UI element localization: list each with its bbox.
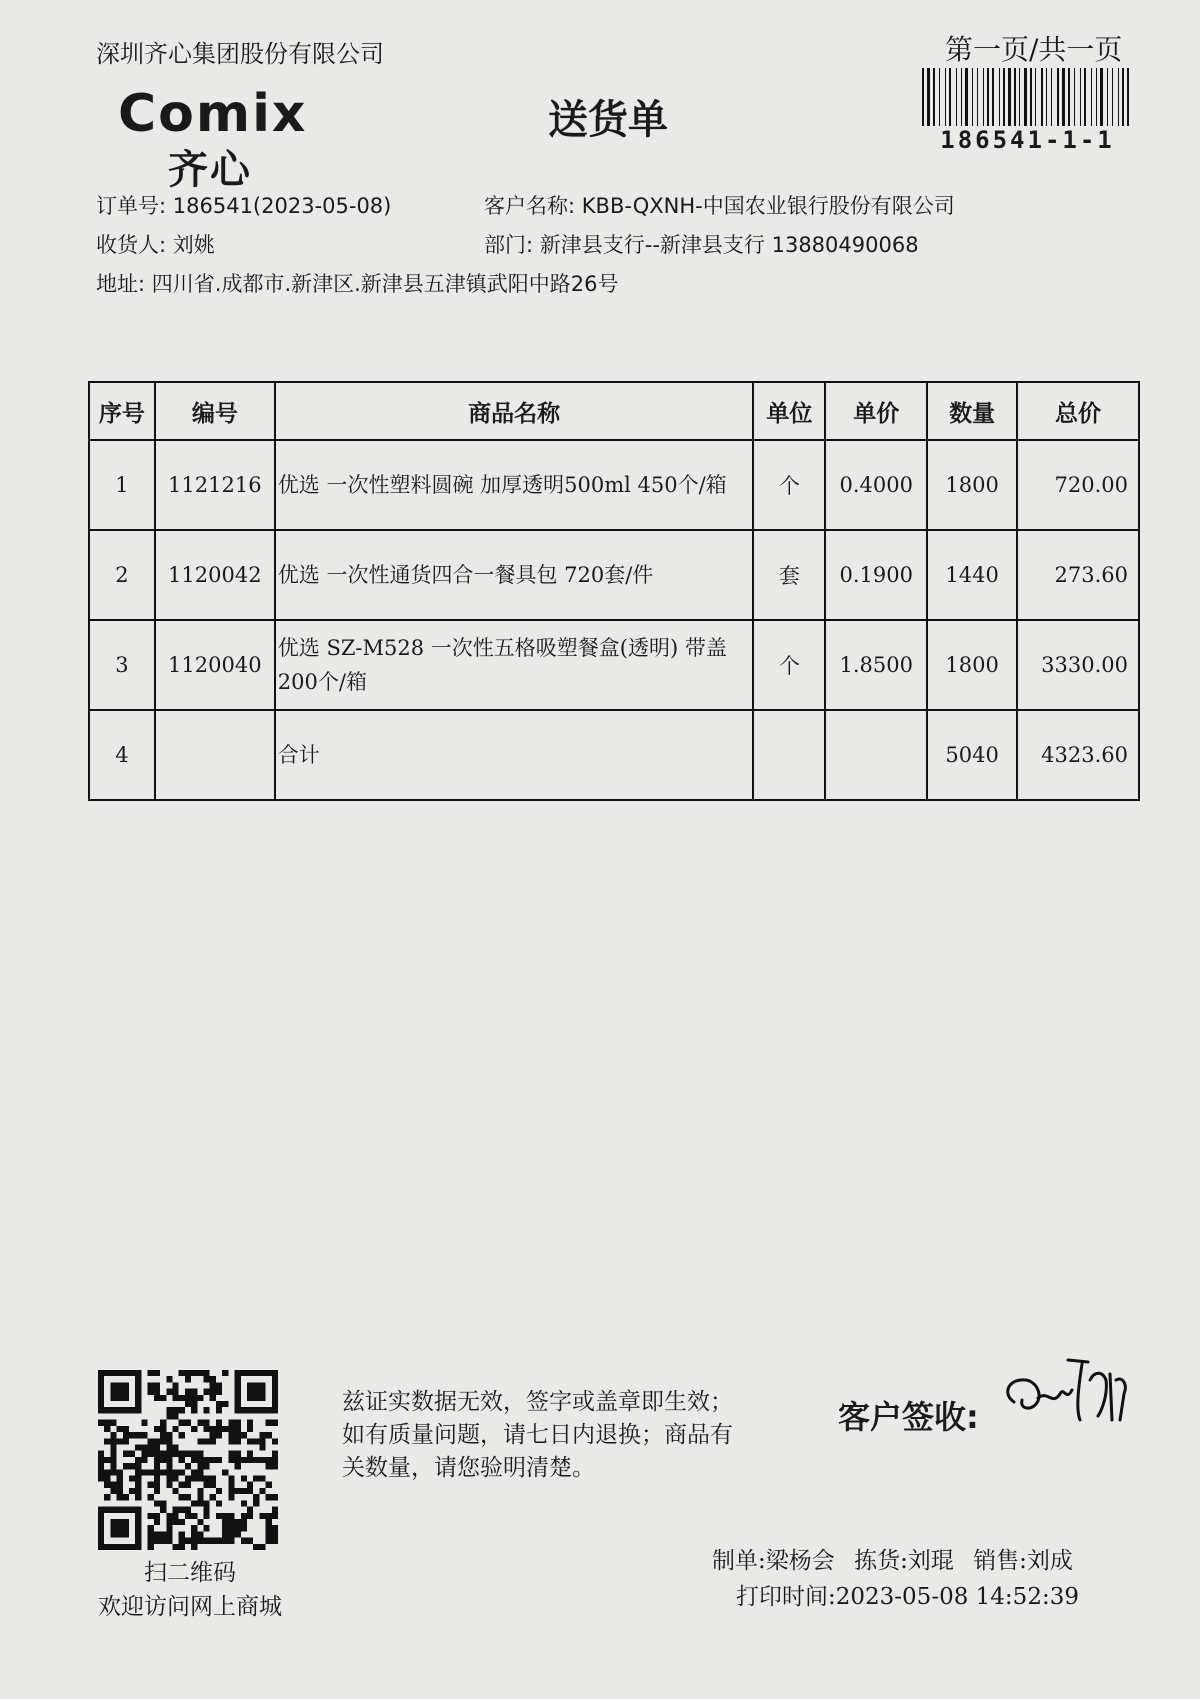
cell-code [155, 710, 275, 800]
header-unit: 单位 [753, 382, 825, 440]
dept-value: 新津县支行--新津县支行 13880490068 [539, 233, 919, 257]
cell-price: 1.8500 [825, 620, 927, 710]
signature-icon [998, 1350, 1138, 1430]
qr-caption [70, 1556, 310, 1624]
order-label: 订单号: [96, 194, 167, 218]
receiver-label: 收货人: [96, 233, 167, 257]
cell-code: 1120040 [155, 620, 275, 710]
customer-sign-label: 客户签收: [838, 1398, 979, 1436]
cell-qty: 1800 [927, 440, 1017, 530]
maker: 制单:梁杨会 [712, 1548, 835, 1574]
order-number [96, 190, 391, 220]
cell-price: 0.4000 [825, 440, 927, 530]
cell-unit: 套 [753, 530, 825, 620]
cell-no: 1 [89, 440, 155, 530]
cell-total: 720.00 [1017, 440, 1139, 530]
cell-code: 1120042 [155, 530, 275, 620]
receiver [96, 229, 215, 259]
document-title: 送货单 [548, 97, 668, 143]
picker: 拣货:刘琨 [854, 1548, 954, 1574]
cell-total: 4323.60 [1017, 710, 1139, 800]
cell-qty: 5040 [927, 710, 1017, 800]
qr-caption-line1: 扫二维码 [144, 1560, 236, 1586]
cell-no: 4 [89, 710, 155, 800]
table-row [89, 440, 1139, 530]
cell-name: 优选 一次性通货四合一餐具包 720套/件 [275, 530, 754, 620]
table-header-row [89, 382, 1139, 440]
table-row [89, 620, 1139, 710]
cell-price [825, 710, 927, 800]
cell-total: 3330.00 [1017, 620, 1139, 710]
cell-qty: 1800 [927, 620, 1017, 710]
notice-text: 兹证实数据无效，签字或盖章即生效；如有质量问题，请七日内退换；商品有关数量，请您验明清楚。 [342, 1389, 733, 1481]
cell-qty: 1440 [927, 530, 1017, 620]
barcode-icon [920, 68, 1135, 126]
cell-code: 1121216 [155, 440, 275, 530]
print-time: 打印时间:2023-05-08 14:52:39 [736, 1584, 1079, 1610]
header-no: 序号 [89, 382, 155, 440]
items-table [88, 381, 1140, 801]
cell-price: 0.1900 [825, 530, 927, 620]
cell-no: 2 [89, 530, 155, 620]
cell-name: 优选 SZ-M528 一次性五格吸塑餐盒(透明) 带盖 200个/箱 [275, 620, 754, 710]
cell-unit [753, 710, 825, 800]
header-total: 总价 [1017, 382, 1139, 440]
table-row-total [89, 710, 1139, 800]
customer-name [484, 190, 955, 220]
department [484, 229, 919, 259]
address-label: 地址: [96, 272, 146, 296]
table-row [89, 530, 1139, 620]
cell-unit: 个 [753, 440, 825, 530]
cell-name: 优选 一次性塑料圆碗 加厚透明500ml 450个/箱 [275, 440, 754, 530]
cell-no: 3 [89, 620, 155, 710]
receiver-value: 刘姚 [172, 233, 215, 257]
customer-label: 客户名称: [484, 194, 576, 218]
cell-unit: 个 [753, 620, 825, 710]
address [96, 268, 619, 298]
qr-caption-line2: 欢迎访问网上商城 [98, 1594, 282, 1620]
sales: 销售:刘成 [973, 1548, 1073, 1574]
page-indicator: 第一页/共一页 [945, 33, 1123, 66]
address-value: 四川省.成都市.新津区.新津县五津镇武阳中路26号 [151, 272, 619, 296]
header-code: 编号 [155, 382, 275, 440]
logo-comix: Comix [118, 84, 308, 144]
qr-code-icon[interactable] [98, 1370, 278, 1550]
header-price: 单价 [825, 382, 927, 440]
dept-label: 部门: [484, 233, 534, 257]
header-qty: 数量 [927, 382, 1017, 440]
cell-total: 273.60 [1017, 530, 1139, 620]
barcode-number: 186541-1-1 [940, 126, 1115, 154]
logo-qixin: 齐心 [168, 147, 252, 193]
header-name: 商品名称 [275, 382, 754, 440]
order-value: 186541(2023-05-08) [172, 194, 392, 218]
company-name: 深圳齐心集团股份有限公司 [96, 40, 384, 68]
customer-value: KBB-QXNH-中国农业银行股份有限公司 [581, 194, 955, 218]
cell-name: 合计 [275, 710, 754, 800]
staff-line [712, 1542, 1085, 1575]
